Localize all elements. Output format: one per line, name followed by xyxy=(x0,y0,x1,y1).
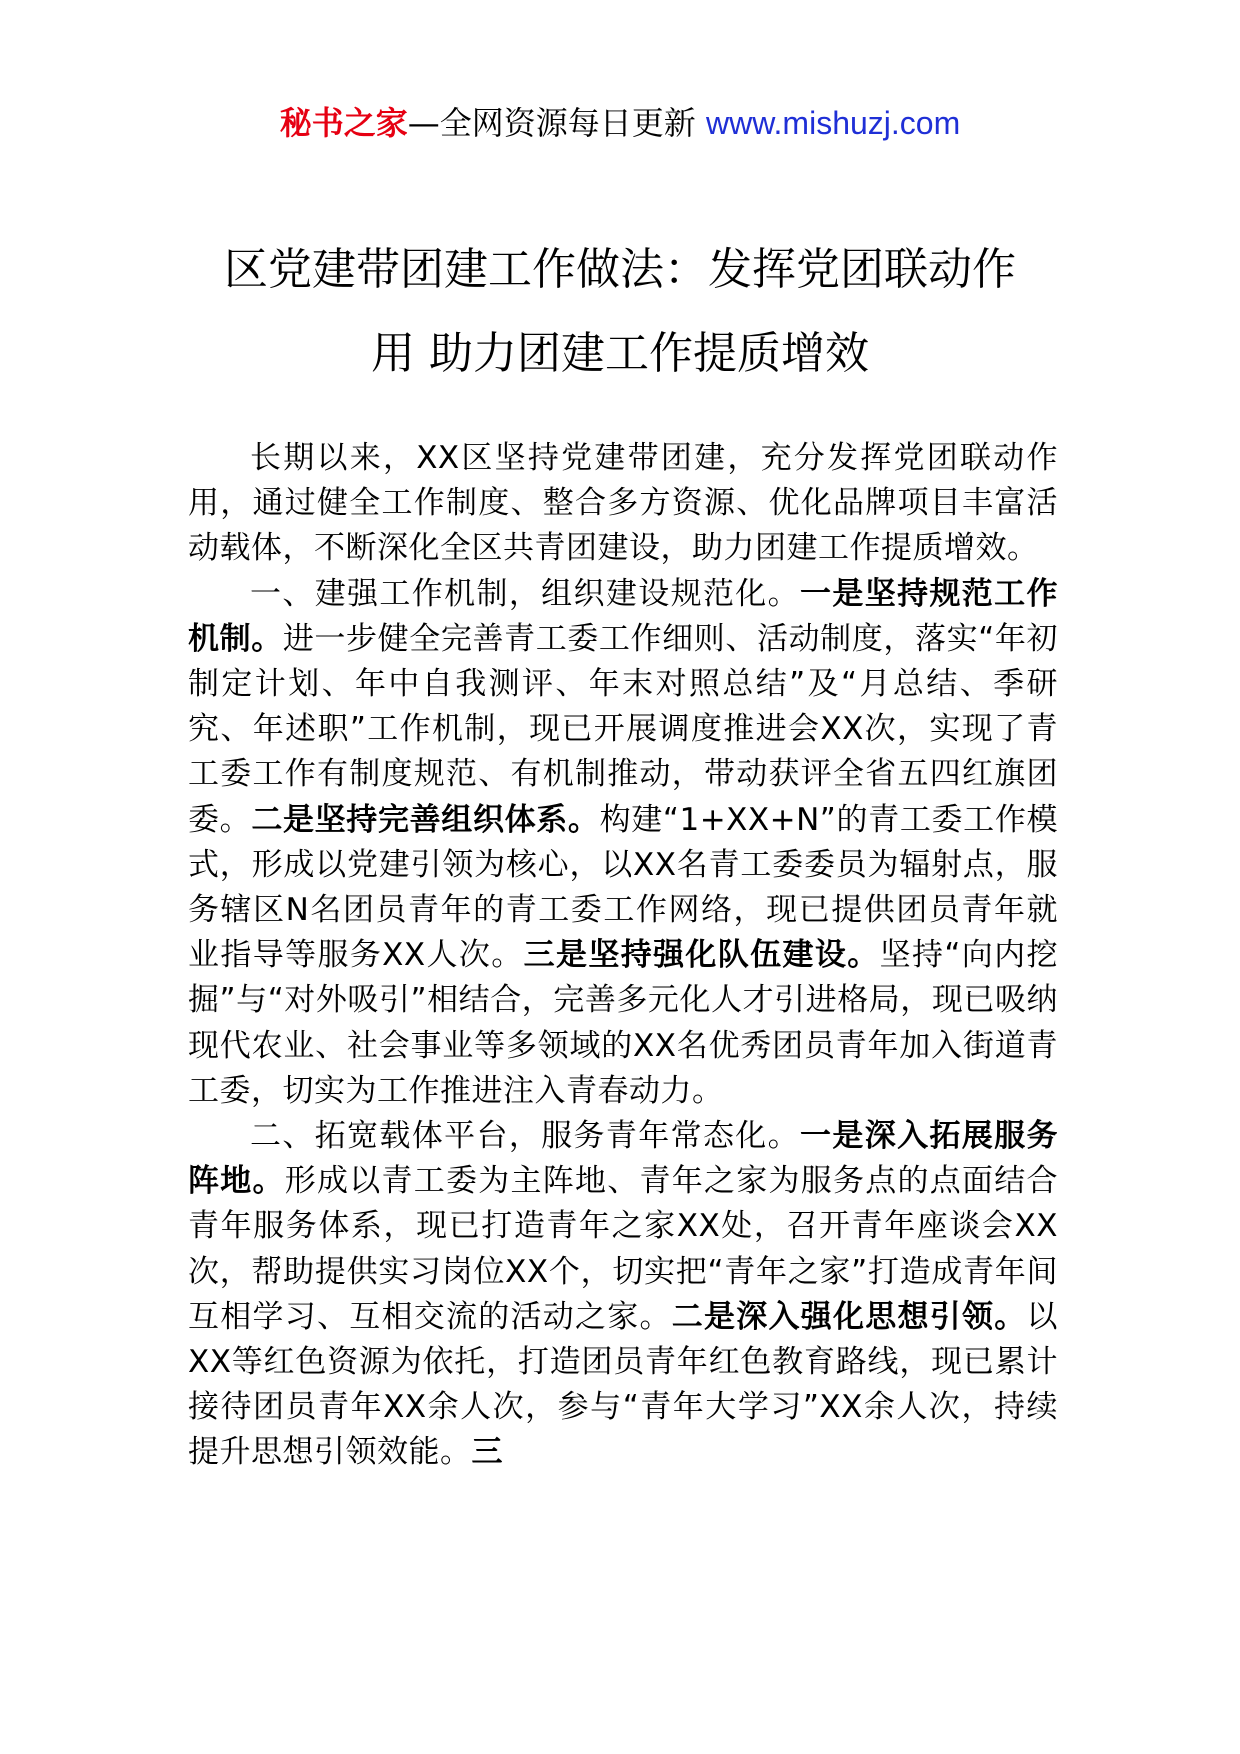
section-2-point-2-lead: 二是深入强化思想引领。 xyxy=(671,1298,1027,1335)
page-header xyxy=(0,98,1240,148)
section-1-point-3-text: 坚持“向内挖掘”与“对外吸引”相结合，完善多元化人才引进格局，现已吸纳现代农业、社会事业等多领域的XX名优秀团员青年加入街道青工委，切实为工作推进注入青春动力。 xyxy=(188,937,1058,1109)
section-1-point-1-lead: 一是坚持规范工作机制。 xyxy=(188,575,1059,657)
paragraph-section-2 xyxy=(188,1114,1058,1476)
section-1-point-1-text: 进一步健全完善青工委工作细则、活动制度，落实“年初制定计划、年中自我测评、年末对照总结”及“月总结、季研究、年述职”工作机制，现已开展调度推进会XX次，实现了青工委工作有制度规范、有机制推动，带动获评全省五四红旗团委。 xyxy=(188,620,1058,838)
document-body xyxy=(188,436,1058,1476)
header-url-link[interactable]: www.mishuzj.com xyxy=(705,105,961,141)
section-1-point-3-lead: 三是坚持强化队伍建设。 xyxy=(523,937,880,974)
section-1-heading: 一、建强工作机制，组织建设规范化。 xyxy=(250,575,801,612)
section-1-point-2-lead: 二是坚持完善组织体系。 xyxy=(251,801,600,838)
brand-name: 秘书之家 xyxy=(279,104,408,142)
paragraph-section-1 xyxy=(188,572,1058,1114)
section-2-point-2-text: 以XX等红色资源为依托，打造团员青年红色教育路线，现已累计接待团员青年XX余人次，参与“青年大学习”XX余人次，持续提升思想引领效能。 xyxy=(188,1298,1058,1471)
section-2-point-1-lead: 一是深入拓展服务阵地。 xyxy=(188,1118,1059,1200)
document-title xyxy=(150,228,1090,396)
section-2-point-3-lead: 三 xyxy=(471,1434,503,1471)
title-line-1: 区党建带团建工作做法：发挥党团联动作 xyxy=(224,244,1016,295)
paragraph-intro-text: 长期以来，XX区坚持党建带团建，充分发挥党团联动作用，通过健全工作制度、整合多方资源、优化品牌项目丰富活动载体，不断深化全区共青团建设，助力团建工作提质增效。 xyxy=(188,440,1058,567)
section-2-point-1-text: 形成以青工委为主阵地、青年之家为服务点的点面结合青年服务体系，现已打造青年之家XX处，召开青年座谈会XX次，帮助提供实习岗位XX个，切实把“青年之家”打造成青年间互相学习、互相交流的活动之家。 xyxy=(188,1163,1058,1335)
section-1-point-2-text: 构建“1+XX+N”的青工委工作模式，形成以党建引领为核心，以XX名青工委委员为辐射点，服务辖区N名团员青年的青工委工作网络，现已提供团员青年就业指导等服务XX人次。 xyxy=(188,801,1058,974)
header-slogan: —全网资源每日更新 xyxy=(407,104,696,142)
section-2-heading: 二、拓宽载体平台，服务青年常态化。 xyxy=(250,1118,801,1155)
title-line-2: 用 助力团建工作提质增效 xyxy=(371,328,869,379)
paragraph-intro xyxy=(188,436,1058,572)
